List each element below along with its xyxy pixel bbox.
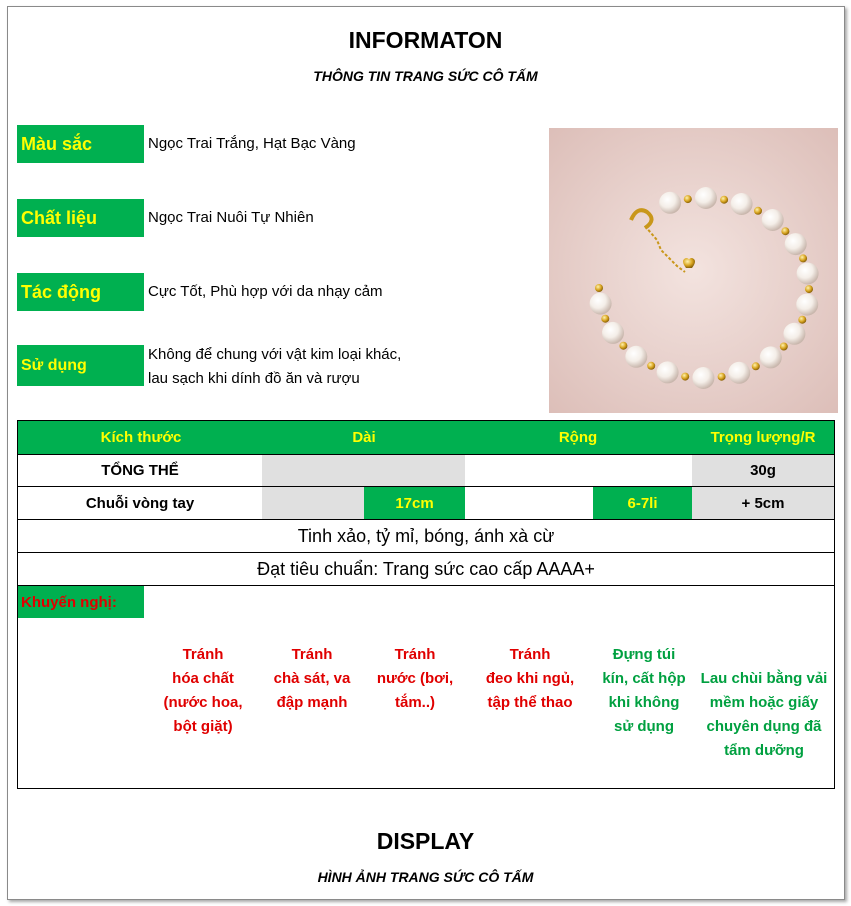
rec-item-cleaning: Lau chùi bằng vải mềm hoặc giấy chuyên dụng đã tẩm dưỡng (700, 670, 828, 759)
header-weight: Trọng lượng/R (692, 421, 834, 454)
pearl-bead (659, 192, 681, 214)
row-bracelet-width: 6-7li (593, 487, 692, 519)
gold-bead (684, 195, 692, 203)
recommendation-label: Khuyến nghị: (18, 586, 144, 618)
rec-item-storage: Đựng túi kín, cất hộp khi không sử dụng (602, 646, 686, 735)
value-material: Ngọc Trai Nuôi Tự Nhiên (148, 209, 314, 226)
label-effect: Tác động (17, 273, 144, 311)
gold-bead (681, 373, 689, 381)
table-rule (18, 486, 834, 487)
header-width: Rộng (464, 421, 692, 454)
rec-item-impact: Tránh chà sát, va đập mạnh (273, 646, 351, 711)
row-total-length (262, 454, 465, 486)
pearl-bead (728, 362, 750, 384)
rec-item-water: Tránh nước (bơi, tắm..) (376, 646, 454, 711)
pearl-bead (692, 367, 714, 389)
gold-bead (754, 207, 762, 215)
display-title: DISPLAY (376, 828, 475, 854)
size-table (17, 420, 835, 789)
pearl-bead (760, 346, 782, 368)
pearl-bead (796, 294, 818, 316)
pearl-bead (731, 193, 753, 215)
pearl-bead (657, 361, 679, 383)
gold-bead (781, 227, 789, 235)
gold-bead (601, 315, 609, 323)
label-usage: Sử dụng (17, 345, 144, 386)
header-size: Kích thước (18, 421, 264, 454)
display-subtitle: HÌNH ẢNH TRANG SỨC CÔ TẤM (317, 869, 534, 885)
bracelet-photo (549, 128, 838, 413)
pearl-bead (785, 233, 807, 255)
row-bracelet-weight: + 5cm (692, 487, 834, 519)
header-length: Dài (264, 421, 464, 454)
gold-bead (647, 362, 655, 370)
value-effect: Cực Tốt, Phù hợp với da nhạy cảm (148, 283, 383, 300)
gold-bead (780, 343, 788, 351)
label-color: Màu sắc (17, 125, 144, 163)
quality-note: Tinh xảo, tỷ mỉ, bóng, ánh xà cừ (297, 525, 555, 546)
gold-bead (595, 284, 603, 292)
rec-item-chemicals: Tránh hóa chất (nước hoa, bột giặt) (163, 646, 243, 735)
pearl-bead (695, 187, 717, 209)
pearl-bead (625, 346, 647, 368)
table-rule (18, 454, 834, 455)
pearl-bead (602, 322, 624, 344)
standard-note: Đạt tiêu chuẩn: Trang sức cao cấp AAAA+ (257, 558, 595, 579)
page-title: INFORMATON (348, 27, 503, 53)
row-bracelet-length: 17cm (364, 487, 465, 519)
gold-bead (720, 196, 728, 204)
gold-bead (718, 373, 726, 381)
label-material: Chất liệu (17, 199, 144, 237)
pearl-bracelet-image (549, 128, 838, 413)
gold-bead (799, 254, 807, 262)
row-bracelet-name: Chuỗi vòng tay (85, 494, 195, 512)
gold-bead (798, 316, 806, 324)
gold-bead (752, 362, 760, 370)
rec-item-sleep-sport: Tránh đeo khi ngủ, tập thể thao (485, 646, 575, 711)
row-bracelet-gray-cell (262, 487, 364, 519)
row-total-weight: 30g (692, 454, 834, 486)
gold-bead (619, 342, 627, 350)
pearl-bead (797, 263, 819, 285)
pearl-bead (590, 293, 612, 315)
value-color: Ngọc Trai Trắng, Hạt Bạc Vàng (148, 135, 356, 152)
pearl-bead (762, 209, 784, 231)
page-subtitle: THÔNG TIN TRANG SỨC CÔ TẤM (313, 68, 538, 84)
row-total-name: TỔNG THỂ (101, 461, 179, 479)
value-usage: Không để chung với vật kim loại khác, lau sạch khi dính đồ ăn và rượu (148, 346, 402, 387)
pearl-bead (783, 323, 805, 345)
gold-bead (805, 285, 813, 293)
